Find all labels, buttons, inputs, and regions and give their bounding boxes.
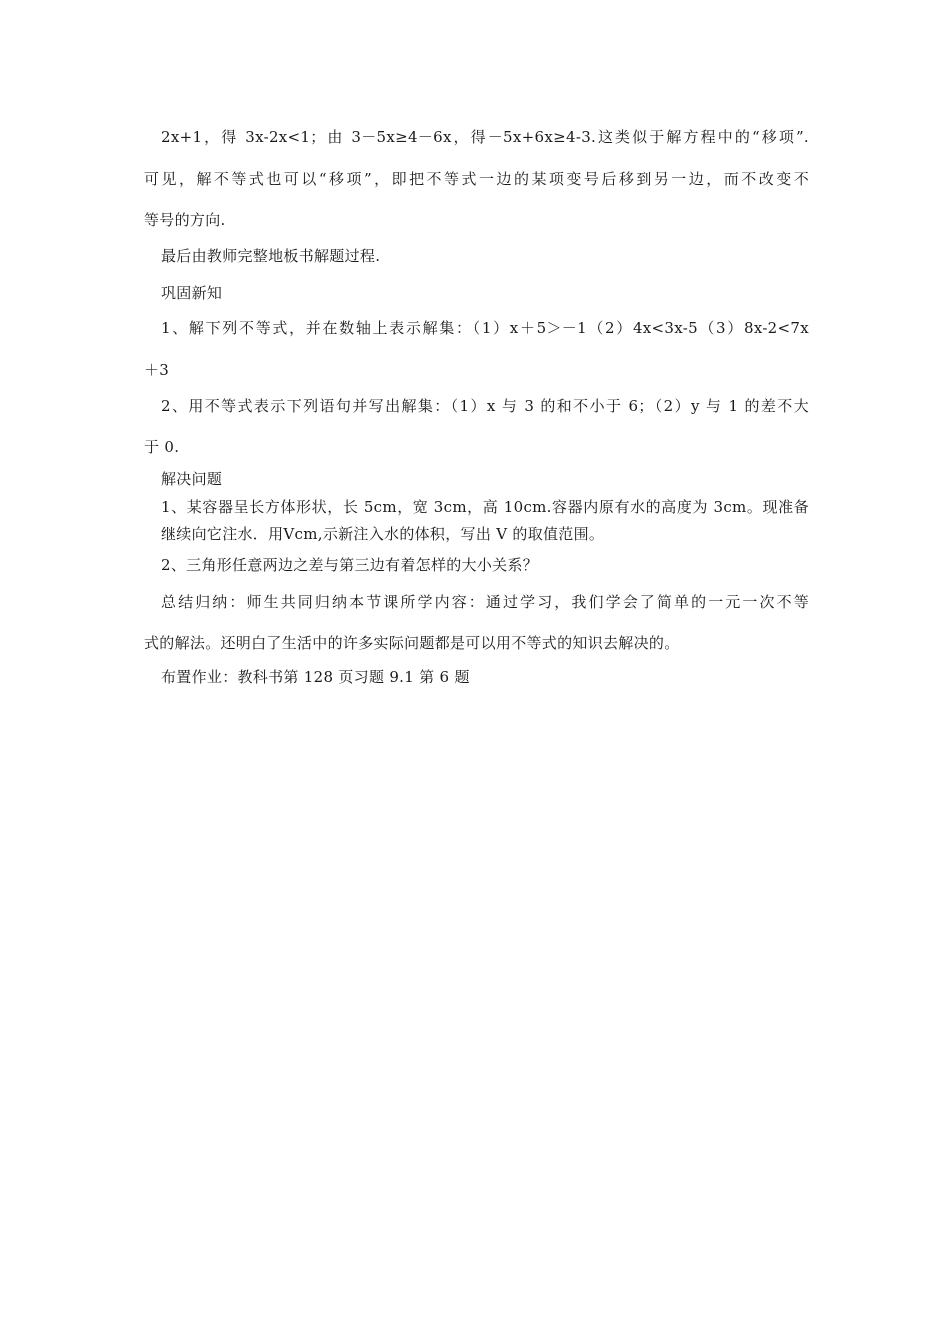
summary-line: 总结归纳：师生共同归纳本节课所学内容：通过学习，我们学会了简单的一元一次不等 xyxy=(161,593,809,611)
problem-line: 2、三角形任意两边之差与第三边有着怎样的大小关系？ xyxy=(161,556,539,574)
exercise-line: 于 0. xyxy=(144,438,180,456)
paragraph-line: 等号的方向. xyxy=(144,211,226,229)
exercise-line: 2、用不等式表示下列语句并写出解集：（1）x 与 3 的和不小于 6；（2）y 与 1 的差不大 xyxy=(161,397,809,415)
summary-line: 式的解法。还明白了生活中的许多实际问题都是可以用不等式的知识去解决的。 xyxy=(144,634,680,652)
paragraph-line: 最后由教师完整地板书解题过程. xyxy=(161,247,381,265)
paragraph-line: 可见，解不等式也可以“移项”，即把不等式一边的某项变号后移到另一边，而不改变不 xyxy=(144,170,809,188)
exercise-line: 1、解下列不等式，并在数轴上表示解集：（1）x＋5＞－1（2）4x<3x-5（3）8x-2<7x xyxy=(161,319,809,337)
section-heading: 解决问题 xyxy=(161,470,223,488)
problem-line: 1、某容器呈长方体形状，长 5cm，宽 3cm，高 10cm.容器内原有水的高度为 3cm。现准备 xyxy=(161,498,809,516)
section-heading: 巩固新知 xyxy=(161,284,223,302)
exercise-line: ＋3 xyxy=(144,361,170,379)
problem-line: 继续向它注水．用Vcm,示新注入水的体积，写出 V 的取值范围。 xyxy=(161,525,605,543)
paragraph-line: 2x+1，得 3x-2x<1；由 3－5x≥4－6x，得－5x+6x≥4-3.这类似于解方程中的“移项”. xyxy=(161,128,809,146)
homework-line: 布置作业：教科书第 128 页习题 9.1 第 6 题 xyxy=(161,668,470,686)
